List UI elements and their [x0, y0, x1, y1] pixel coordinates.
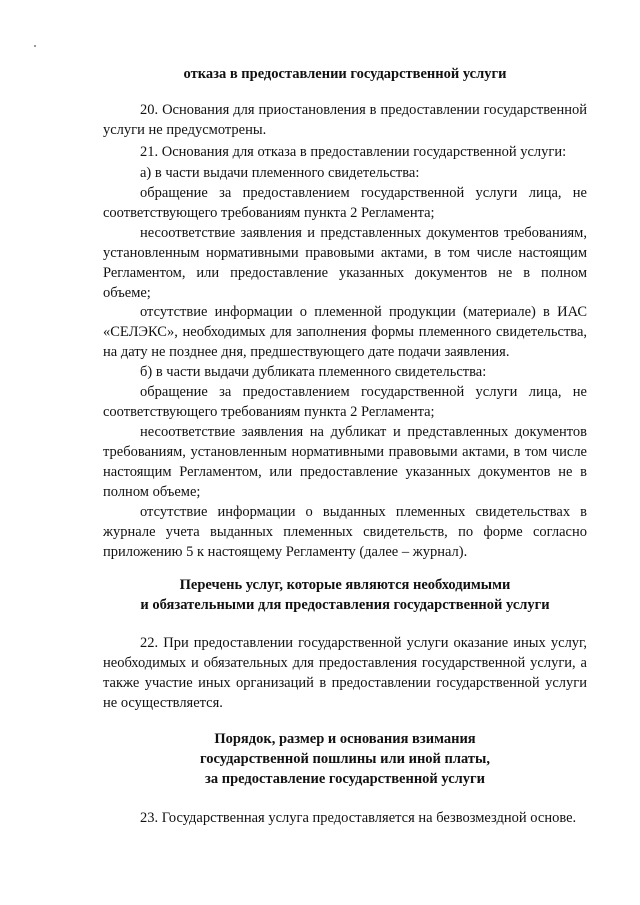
paragraph-line: отсутствие информации о выданных племенных свидетельствах в: [140, 504, 587, 520]
paragraph-line: 21. Основания для отказа в предоставлении государственной услуги:: [140, 144, 567, 160]
paragraph-line: соответствующего требованиям пункта 2 Регламента;: [103, 205, 435, 221]
paragraph-line: на дату не позднее дня, предшествующего дате подачи заявления.: [103, 344, 510, 360]
paragraph-line: обращение за предоставлением государственной услуги лица, не: [140, 185, 587, 201]
paragraph-line: приложению 5 к настоящему Регламенту (далее – журнал).: [103, 544, 468, 560]
paragraph-line: журнале учета выданных племенных свидетельств, по форме согласно: [103, 524, 587, 540]
paragraph-23: [103, 808, 587, 828]
paragraph-21-b-3: [103, 502, 587, 562]
scan-speck: [34, 45, 36, 47]
paragraph-line: соответствующего требованиям пункта 2 Регламента;: [103, 404, 435, 420]
paragraph-21-a-3: [103, 302, 587, 362]
paragraph-line: Регламентом, или предоставление указанных документов не в полном: [103, 265, 587, 281]
paragraph-line: 23. Государственная услуга предоставляется на безвозмездной основе.: [140, 810, 577, 826]
heading-line: за предоставление государственной услуги: [205, 771, 485, 787]
heading-line: Порядок, размер и основания взимания: [214, 731, 476, 747]
paragraph-line: обращение за предоставлением государственной услуги лица, не: [140, 384, 587, 400]
paragraph-21-b-1: [103, 382, 587, 422]
paragraph-line: также участие иных организаций в предоставлении государственной услуги: [103, 675, 587, 691]
paragraph-line: «СЕЛЭКС», необходимых для заполнения формы племенного свидетельства,: [103, 324, 587, 340]
section-heading-required-services: [103, 575, 587, 615]
paragraph-line: 20. Основания для приостановления в предоставлении государственной: [140, 102, 587, 118]
paragraph-line: 22. При предоставлении государственной услуги оказание иных услуг,: [140, 635, 587, 651]
section-heading-fees: [103, 729, 587, 789]
heading-line: отказа в предоставлении государственной услуги: [183, 66, 507, 82]
paragraph-line: полном объеме;: [103, 484, 201, 500]
paragraph-line: услуги не предусмотрены.: [103, 122, 267, 138]
paragraph-line: отсутствие информации о племенной продукции (материале) в ИАС: [140, 304, 587, 320]
paragraph-20: [103, 100, 587, 140]
paragraph-line: несоответствие заявления на дубликат и представленных документов: [140, 424, 587, 440]
heading-line: государственной пошлины или иной платы,: [200, 751, 490, 767]
section-heading-refusal-tail: [103, 64, 587, 84]
heading-line: Перечень услуг, которые являются необходимыми: [179, 577, 511, 593]
paragraph-line: требованиям, установленным нормативными правовыми актами, в том числе: [103, 444, 587, 460]
heading-line: и обязательными для предоставления государственной услуги: [140, 597, 550, 613]
paragraph-21-a: [103, 163, 587, 183]
paragraph-21-a-1: [103, 183, 587, 223]
paragraph-21: [103, 142, 587, 162]
paragraph-21-a-2: [103, 223, 587, 303]
paragraph-line: а) в части выдачи племенного свидетельства:: [140, 165, 420, 181]
paragraph-line: установленным нормативными правовыми актами, в том числе настоящим: [103, 245, 587, 261]
paragraph-22: [103, 633, 587, 713]
paragraph-line: не осуществляется.: [103, 695, 223, 711]
paragraph-line: несоответствие заявления и представленных документов требованиям,: [140, 225, 587, 241]
paragraph-line: настоящим Регламентом, или предоставление указанных документов не в: [103, 464, 587, 480]
paragraph-21-b: [103, 362, 587, 382]
paragraph-line: б) в части выдачи дубликата племенного свидетельства:: [140, 364, 487, 380]
paragraph-line: необходимых и обязательных для предоставления государственной услуги, а: [103, 655, 587, 671]
paragraph-line: объеме;: [103, 285, 151, 301]
paragraph-21-b-2: [103, 422, 587, 502]
